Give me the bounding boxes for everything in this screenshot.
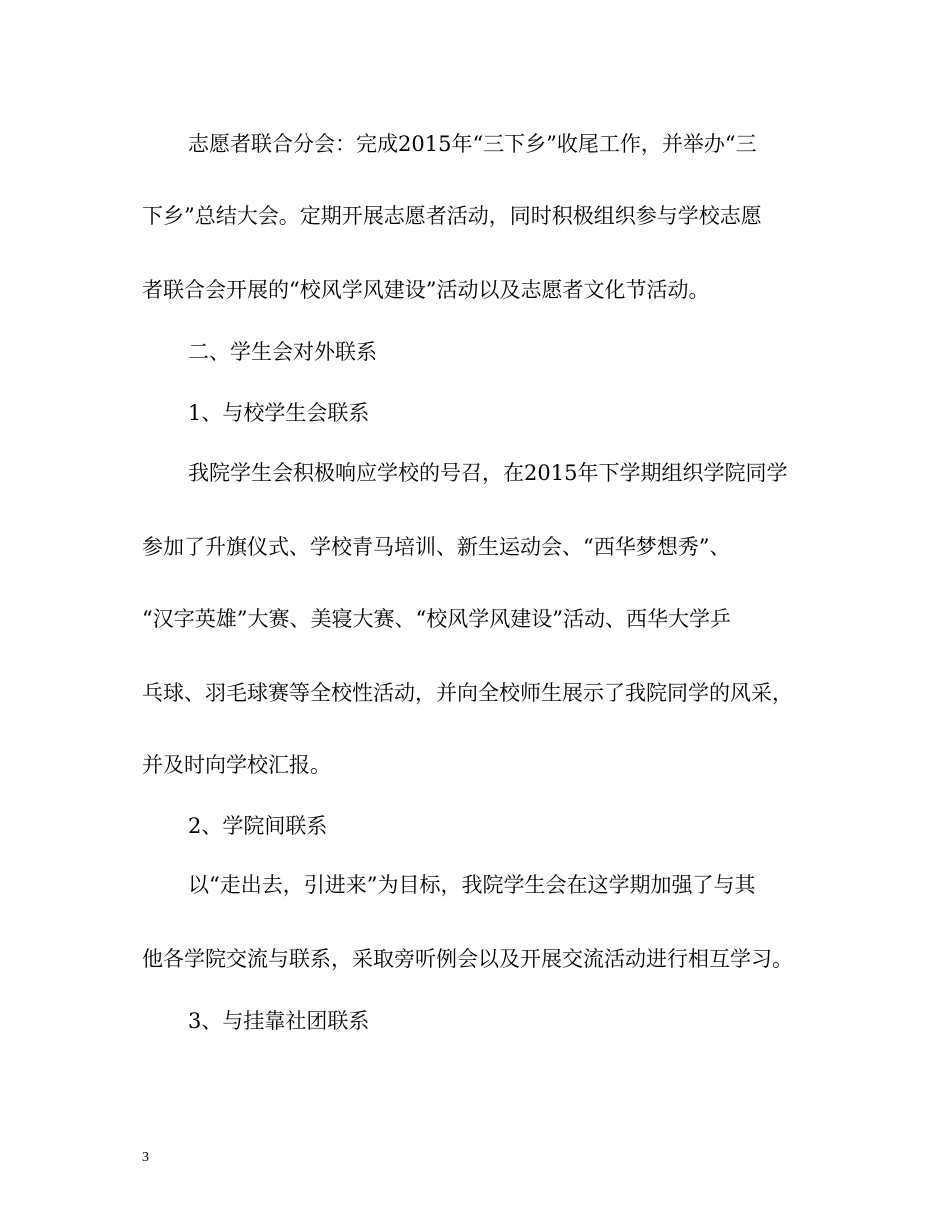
paragraph-line: 我院学生会积极响应学校的号召，在2015年下学期组织学院同学 xyxy=(188,461,788,485)
page-number: 3 xyxy=(142,1150,149,1165)
paragraph-line: 以“走出去，引进来”为目标，我院学生会在这学期加强了与其 xyxy=(188,873,756,897)
paragraph-line: 他各学院交流与联系，采取旁听例会以及开展交流活动进行相互学习。 xyxy=(142,947,793,971)
paragraph-line: 参加了升旗仪式、学校青马培训、新生运动会、“西华梦想秀”、 xyxy=(142,535,731,559)
subsection-heading: 2、学院间联系 xyxy=(188,814,328,838)
subsection-heading: 1、与校学生会联系 xyxy=(188,401,370,425)
subsection-heading: 3、与挂靠社团联系 xyxy=(188,1009,370,1033)
paragraph-line: 乓球、羽毛球赛等全校性活动，并向全校师生展示了我院同学的风采， xyxy=(142,681,793,705)
section-heading: 二、学生会对外联系 xyxy=(188,340,377,364)
paragraph-line: “汉字英雄”大赛、美寝大赛、“校风学风建设”活动、西华大学乒 xyxy=(142,607,731,631)
paragraph-line: 者联合会开展的“校风学风建设”活动以及志愿者文化节活动。 xyxy=(142,278,710,302)
paragraph-line: 下乡”总结大会。定期开展志愿者活动，同时积极组织参与学校志愿 xyxy=(142,204,762,228)
paragraph-line: 志愿者联合分会：完成2015年“三下乡”收尾工作，并举办“三 xyxy=(188,132,757,156)
paragraph-line: 并及时向学校汇报。 xyxy=(142,753,331,777)
